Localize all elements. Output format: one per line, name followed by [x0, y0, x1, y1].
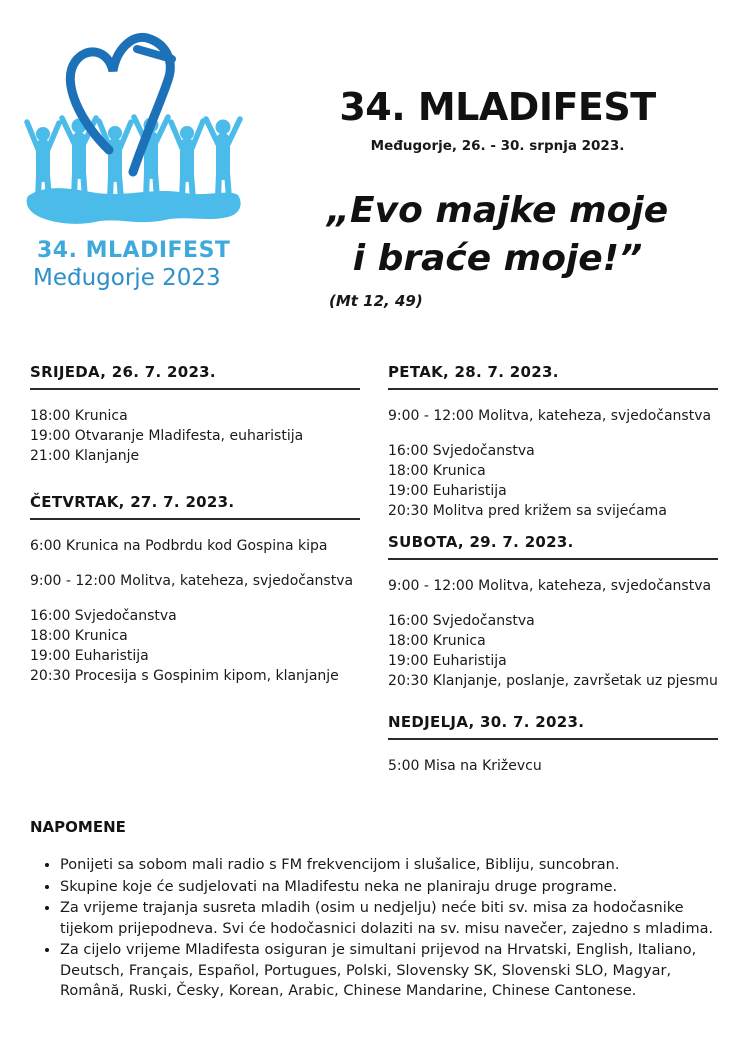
event-line: 19:00 Otvaranje Mladifesta, euharistija [30, 428, 304, 444]
event-group [30, 606, 360, 686]
schedule-column-left [30, 363, 360, 841]
event-group [388, 406, 718, 426]
event-line: 19:00 Euharistija [30, 648, 149, 664]
notes-section [30, 818, 722, 1003]
heart-cross-people-icon [25, 22, 273, 234]
day-heading: PETAK, 28. 7. 2023. [388, 363, 718, 390]
event-line: 20:30 Procesija s Gospinim kipom, klanjanje [30, 668, 339, 684]
event-line: 16:00 Svjedočanstva [388, 613, 535, 629]
event-line: 18:00 Krunica [388, 633, 486, 649]
event-dates: Međugorje, 26. - 30. srpnja 2023. [370, 138, 625, 154]
note-item: • Ponijeti sa sobom mali radio s FM frekvencijom i slušalice, Bibliju, suncobran. [60, 855, 722, 876]
event-line: 19:00 Euharistija [388, 653, 507, 669]
bible-reference: (Mt 12, 49) [329, 292, 423, 310]
day-subota [388, 533, 718, 691]
day-heading: SRIJEDA, 26. 7. 2023. [30, 363, 360, 390]
event-line: 19:00 Euharistija [388, 483, 507, 499]
day-heading: SUBOTA, 29. 7. 2023. [388, 533, 718, 560]
event-line: 18:00 Krunica [388, 463, 486, 479]
note-item: • Skupine koje će sudjelovati na Mladifestu neka ne planiraju druge programe. [60, 877, 722, 898]
note-item: • Za vrijeme trajanja susreta mladih (osim u nedjelju) neće biti sv. misa za hodočasnike tijekom prijepodneva. Svi će hodočasnici dolaziti na sv. misu navečer, zajedno s mladima. [60, 898, 722, 939]
event-group [30, 406, 360, 466]
event-line: 6:00 Krunica na Podbrdu kod Gospina kipa [30, 538, 328, 554]
event-group [30, 536, 360, 556]
motto-line-1: „Evo majke moje [326, 190, 669, 231]
wave-base [27, 188, 241, 224]
event-line: 16:00 Svjedočanstva [30, 608, 177, 624]
header [285, 85, 710, 310]
event-line: 20:30 Klanjanje, poslanje, završetak uz pjesmu [388, 673, 718, 689]
day-nedjelja [388, 713, 718, 776]
notes-heading: NAPOMENE [30, 818, 126, 836]
event-line: 21:00 Klanjanje [30, 448, 140, 464]
logo-title: 34. MLADIFEST [37, 238, 231, 263]
event-line: 9:00 - 12:00 Molitva, kateheza, svjedočanstva [30, 573, 354, 589]
event-group [388, 576, 718, 596]
logo-subtitle: Međugorje 2023 [33, 265, 221, 291]
event-line: 18:00 Krunica [30, 408, 128, 424]
day-heading: NEDJELJA, 30. 7. 2023. [388, 713, 718, 740]
event-line: 16:00 Svjedočanstva [388, 443, 535, 459]
event-group [30, 571, 360, 591]
event-line: 18:00 Krunica [30, 628, 128, 644]
event-group [388, 611, 718, 691]
day-srijeda [30, 363, 360, 466]
event-line: 9:00 - 12:00 Molitva, kateheza, svjedočanstva [388, 408, 712, 424]
event-line: 5:00 Misa na Križevcu [388, 758, 542, 774]
day-heading: ČETVRTAK, 27. 7. 2023. [30, 493, 360, 520]
event-line: 20:30 Molitva pred križem sa svijećama [388, 503, 667, 519]
event-group [388, 441, 718, 521]
page-title: 34. MLADIFEST [339, 85, 656, 129]
mladifest-logo [25, 22, 273, 291]
note-item: • Za cijelo vrijeme Mladifesta osiguran je simultani prijevod na Hrvatski, English, Italiano, Deutsch, Français, Español, Portugues, Polski, Slovensky SK, Slovenski SLO, Magyar, Română, Ruski, Česky, Korean, Arabic, Chinese Mandarine, Chinese Cantonese. [60, 940, 722, 1002]
event-group [388, 756, 718, 776]
motto-quote [285, 187, 710, 283]
schedule-column-right [388, 363, 718, 841]
day-petak [388, 363, 718, 521]
notes-list [30, 855, 722, 1002]
day-cetvrtak [30, 493, 360, 686]
event-line: 9:00 - 12:00 Molitva, kateheza, svjedočanstva [388, 578, 712, 594]
motto-line-2: i braće moje!” [352, 238, 643, 279]
